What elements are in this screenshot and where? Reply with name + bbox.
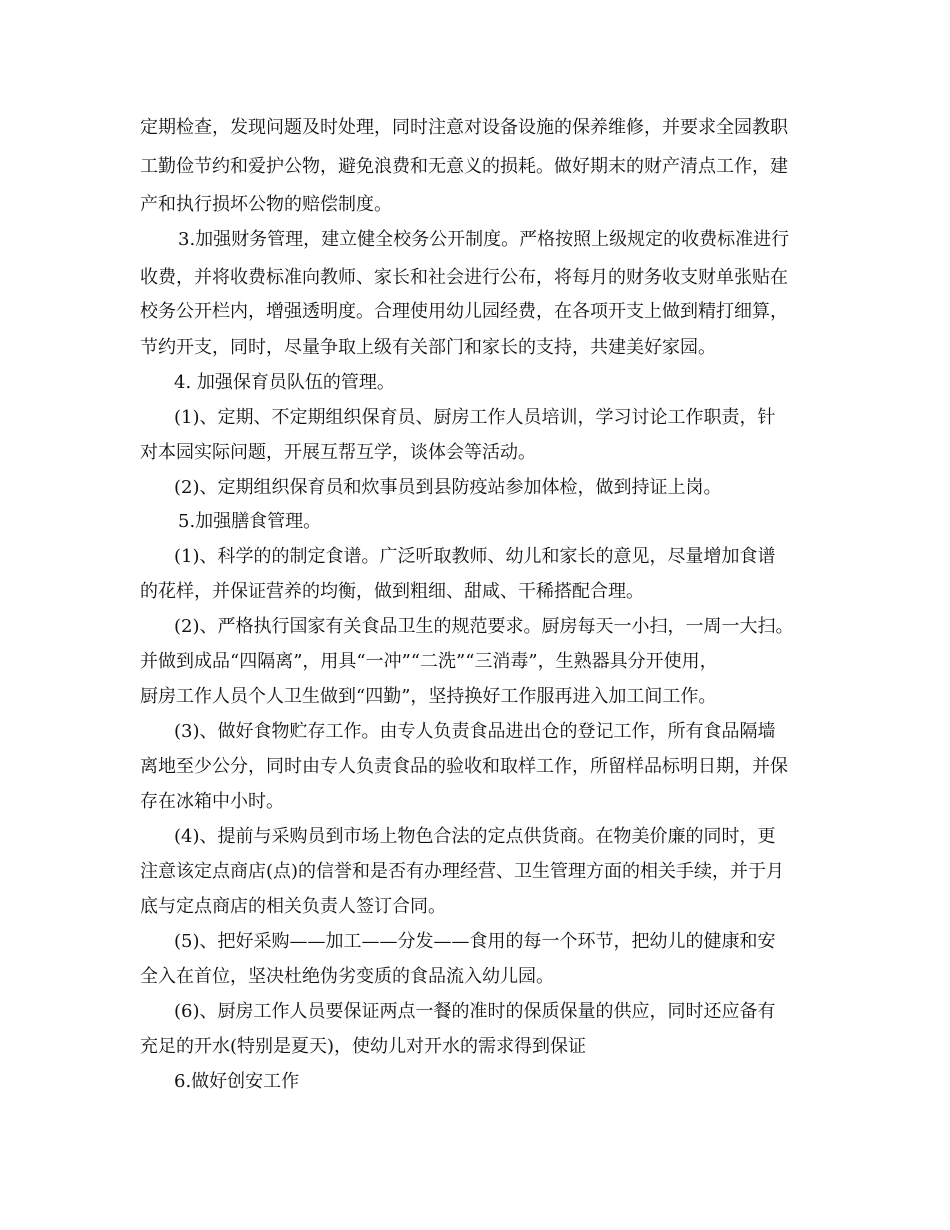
text-line: 5.加强膳食管理。 — [178, 511, 322, 532]
text-line: (6)、厨房工作人员要保证两点一餐的准时的保质保量的供应，同时还应备有 — [174, 1001, 776, 1022]
text-line: 离地至少公分，同时由专人负责食品的验收和取样工作，所留样品标明日期，并保 — [140, 756, 788, 777]
text-line: 注意该定点商店(点)的信誉和是否有办理经营、卫生管理方面的相关手续，并于月 — [140, 861, 785, 882]
text-line: (5)、把好采购——加工——分发——食用的每一个环节，把幼儿的健康和安 — [174, 931, 776, 952]
text-line: 收费，并将收费标准向教师、家长和社会进行公布，将每月的财务收支财单张贴在 — [140, 267, 788, 288]
text-line: 存在冰箱中小时。 — [140, 791, 284, 812]
text-line: 4. 加强保育员队伍的管理。 — [174, 372, 395, 393]
text-line: 全入在首位，坚决杜绝伪劣变质的食品流入幼儿园。 — [140, 966, 554, 987]
text-line: 定期检查，发现问题及时处理，同时注意对设备设施的保养维修，并要求全园教职 — [140, 117, 788, 138]
text-line: (1)、科学的的制定食谱。广泛听取教师、幼儿和家长的意见，尽量增加食谱 — [174, 546, 776, 567]
text-line: 对本园实际问题，开展互帮互学，谈体会等活动。 — [140, 442, 536, 463]
text-line: (3)、做好食物贮存工作。由专人负责食品进出仓的登记工作，所有食品隔墙 — [174, 721, 776, 742]
text-line: 校务公开栏内，增强透明度。合理使用幼儿园经费，在各项开支上做到精打细算， — [140, 301, 788, 322]
text-line: 工勤俭节约和爱护公物，避免浪费和无意义的损耗。做好期末的财产清点工作，建 — [140, 156, 788, 177]
text-line: 的花样，并保证营养的均衡，做到粗细、甜咸、干稀搭配合理。 — [140, 581, 644, 602]
text-line: 并做到成品“四隔离”，用具“一冲”“二洗”“三消毒”，生熟器具分开使用， — [140, 651, 718, 672]
text-line: (2)、严格执行国家有关食品卫生的规范要求。厨房每天一小扫，一周一大扫。 — [174, 616, 794, 637]
text-line: (2)、定期组织保育员和炊事员到县防疫站参加体检，做到持证上岗。 — [174, 477, 722, 498]
text-line: 3.加强财务管理，建立健全校务公开制度。严格按照上级规定的收费标准进行 — [178, 229, 790, 250]
text-line: 厨房工作人员个人卫生做到“四勤”，坚持换好工作服再进入加工间工作。 — [140, 686, 717, 707]
text-line: 充足的开水(特别是夏天)，使幼儿对开水的需求得到保证 — [140, 1036, 587, 1057]
text-line: 底与定点商店的相关负责人签订合同。 — [140, 896, 446, 917]
text-line: 产和执行损坏公物的赔偿制度。 — [140, 194, 392, 215]
text-line: 节约开支，同时，尽量争取上级有关部门和家长的支持，共建美好家园。 — [140, 337, 716, 358]
text-line: 6.做好创安工作 — [174, 1071, 300, 1092]
text-line: (1)、定期、不定期组织保育员、厨房工作人员培训，学习讨论工作职责，针 — [174, 407, 776, 428]
text-line: (4)、提前与采购员到市场上物色合法的定点供货商。在物美价廉的同时，更 — [174, 826, 776, 847]
